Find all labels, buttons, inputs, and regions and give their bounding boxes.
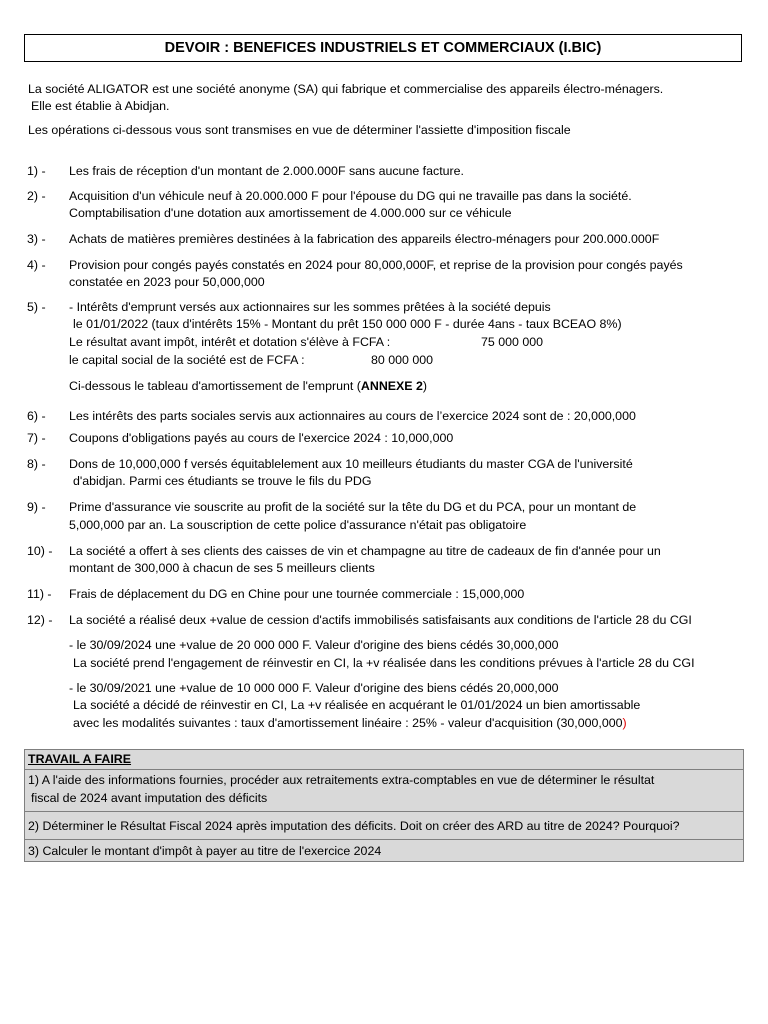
capital-label: le capital social de la société est de FCFA :	[69, 353, 305, 367]
profit-value: 75 000 000	[481, 335, 544, 349]
task-heading-row	[25, 750, 743, 770]
item-text: Prime d'assurance vie souscrite au profit de la société sur la tête du DG et du PCA, pour un montant de	[69, 500, 637, 514]
item-number: 4) -	[27, 258, 46, 272]
annex-label: ANNEXE 2	[360, 379, 423, 393]
task-question-1b: fiscal de 2024 avant imputation des déficits	[31, 791, 268, 805]
item-number: 11) -	[27, 587, 52, 601]
task-heading: TRAVAIL A FAIRE	[28, 752, 132, 766]
item-text: constatée en 2023 pour 50,000,000	[69, 275, 265, 289]
item-number: 2) -	[27, 189, 46, 203]
item-text: La société a réalisé deux +value de cession d'actifs immobilisés satisfaisants aux conditions de l'article 28 du CGI	[69, 613, 692, 627]
profit-label: Le résultat avant impôt, intérêt et dotation s'élève à FCFA :	[69, 335, 391, 349]
task-question-3: 3) Calculer le montant d'impôt à payer au titre de l'exercice 2024	[28, 844, 382, 858]
task-question-1a: 1) A l'aide des informations fournies, procéder aux retraitements extra-comptables en vue de déterminer le résultat	[28, 773, 655, 787]
task-question-2: 2) Déterminer le Résultat Fiscal 2024 après imputation des déficits. Doit on créer des ARD au titre de 2024? Pourquoi?	[28, 819, 680, 833]
item-text: La société a décidé de réinvestir en CI, La +v réalisée en acquérant le 01/01/2024 un bien amortissable	[73, 698, 641, 712]
item-text: Dons de 10,000,000 f versés équitablelement aux 10 meilleurs étudiants du master CGA de l'université	[69, 457, 633, 471]
item-text: le 01/01/2022 (taux d'intérêts 15% - Montant du prêt 150 000 000 F - durée 4ans - taux BCEAO 8%)	[73, 317, 622, 331]
item-text: Les intérêts des parts sociales servis aux actionnaires au cours de l’exercice 2024 sont de : 20,000,000	[69, 409, 636, 423]
item-text: Frais de déplacement du DG en Chine pour une tournée commerciale : 15,000,000	[69, 587, 525, 601]
item-text: Les frais de réception d'un montant de 2.000.000F sans aucune facture.	[69, 164, 464, 178]
task-row-2	[25, 811, 743, 840]
item-text: La société a offert à ses clients des caisses de vin et champagne au titre de cadeaux de fin d'année pour un	[69, 544, 661, 558]
item-number: 10) -	[27, 544, 53, 558]
item-text	[73, 715, 627, 732]
item-text: - Intérêts d'emprunt versés aux actionnaires sur les sommes prêtées à la société depuis	[69, 300, 551, 314]
item-text: - le 30/09/2024 une +value de 20 000 000 F. Valeur d'origine des biens cédés 30,000,000	[69, 638, 559, 652]
item-text: Acquisition d'un véhicule neuf à 20.000.000 F pour l'épouse du DG qui ne travaille pas dans la société.	[69, 189, 632, 203]
capital-value: 80 000 000	[371, 353, 434, 367]
intro-line-2: Elle est établie à Abidjan.	[31, 99, 170, 113]
item-text-main: avec les modalités suivantes : taux d'amortissement linéaire : 25% - valeur d'acquisition (30,000,000	[73, 716, 623, 730]
item-text: La société prend l'engagement de réinvestir en CI, la +v réalisée dans les conditions prévues à l'article 28 du CGI	[73, 656, 695, 670]
document-title: DEVOIR : BENEFICES INDUSTRIELS ET COMMERCIAUX (I.BIC)	[24, 34, 742, 62]
item-text: d'abidjan. Parmi ces étudiants se trouve le fils du PDG	[73, 474, 372, 488]
item-number: 9) -	[27, 500, 46, 514]
item-number: 7) -	[27, 431, 46, 445]
item-number: 6) -	[27, 409, 46, 423]
item-text: Comptabilisation d'une dotation aux amortissement de 4.000.000 sur ce véhicule	[69, 206, 512, 220]
item-text: Achats de matières premières destinées à la fabrication des appareils électro-ménagers pour 200.000.000F	[69, 232, 660, 246]
task-box	[24, 749, 744, 862]
item-text: - le 30/09/2021 une +value de 10 000 000 F. Valeur d'origine des biens cédés 20,000,000	[69, 681, 559, 695]
item-number: 3) -	[27, 232, 46, 246]
annex-text: Ci-dessous le tableau d'amortissement de l'emprunt (	[69, 379, 361, 393]
item-text: montant de 300,000 à chacun de ses 5 meilleurs clients	[69, 561, 375, 575]
item-number: 5) -	[27, 300, 46, 314]
item-text: Coupons d'obligations payés au cours de l'exercice 2024 : 10,000,000	[69, 431, 454, 445]
annex-reference	[69, 378, 427, 395]
item-text: 5,000,000 par an. La souscription de cette police d'assurance n'était pas obligatoire	[69, 518, 527, 532]
task-row-3	[25, 839, 743, 861]
task-row-1	[25, 769, 743, 812]
intro-line-1: La société ALIGATOR est une société anonyme (SA) qui fabrique et commercialise des appareils électro-ménagers.	[28, 82, 664, 96]
annex-close: )	[422, 379, 428, 393]
closing-paren: )	[622, 716, 627, 730]
item-number: 12) -	[27, 613, 53, 627]
intro-line-3: Les opérations ci-dessous vous sont transmises en vue de déterminer l'assiette d'imposition fiscale	[28, 123, 571, 137]
item-number: 1) -	[27, 164, 46, 178]
item-number: 8) -	[27, 457, 46, 471]
item-text: Provision pour congés payés constatés en 2024 pour 80,000,000F, et reprise de la provision pour congés payés	[69, 258, 683, 272]
